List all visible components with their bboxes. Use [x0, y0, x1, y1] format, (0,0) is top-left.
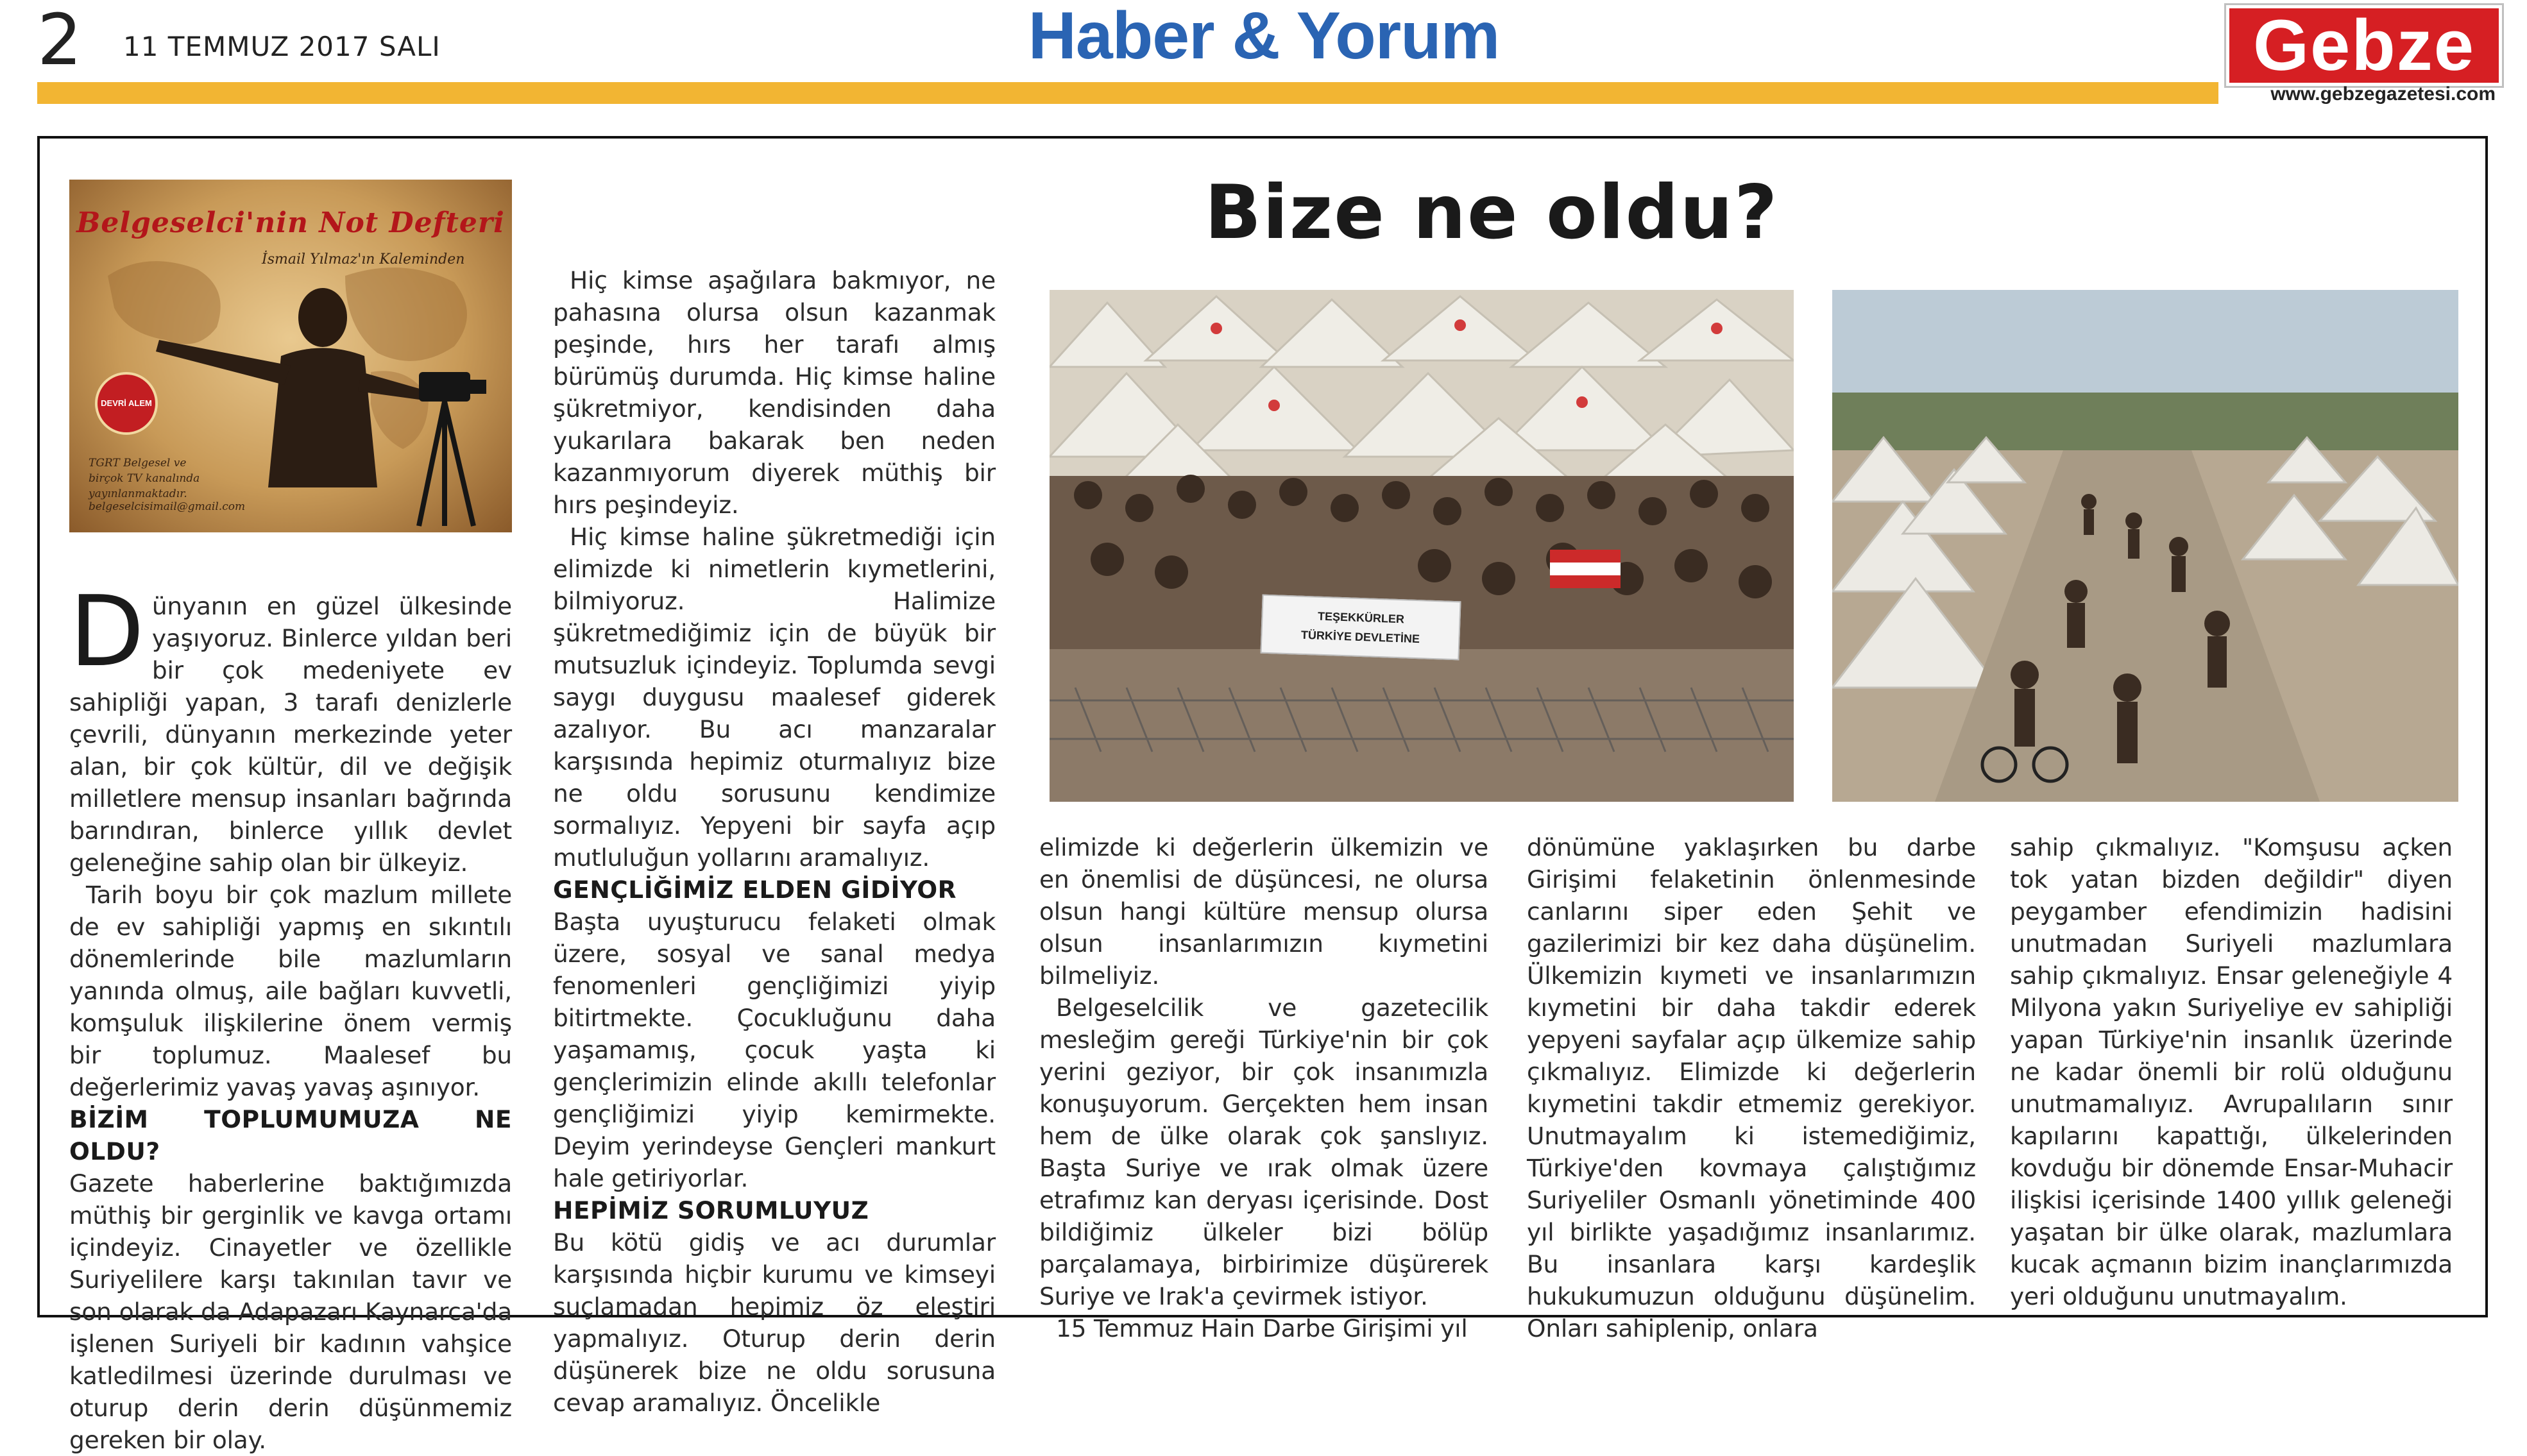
columnist-box — [69, 180, 512, 532]
subheading: GENÇLİĞİMİZ ELDEN GİDİYOR — [553, 876, 957, 904]
issue-date: 11 TEMMUZ 2017 SALI — [123, 31, 441, 62]
thank-you-banner — [1260, 595, 1461, 661]
article-column-3 — [1039, 831, 1488, 1344]
paragraph: Belgeselcilik ve gazetecilik mesleğim gereği Türkiye'nin bir çok yerini geziyor, bir çok insanımızla konuşuyorum. Gerçekten hem insan hem de ülke olarak çok şanslıyız. Başta Suriye ve ırak olmak üzere etrafımız kan deryası içerisinde. Dost bildiğimiz ülkeler bizi bölüp parçalamaya, birbirimize düşürerek Suriye ve Irak'a çevirmek istiyor. — [1039, 994, 1488, 1310]
article-column-5 — [2010, 831, 2453, 1312]
banner-line-2: TÜRKİYE DEVLETİNE — [1300, 628, 1420, 646]
drop-cap: D — [69, 575, 144, 688]
paragraph: sahip çıkmalıyız. "Komşusu açken tok yatan bizden değildir" diyen peygamber efendimizin hadisini unutmadan Suriyeli mazlumlara sahip çıkmalıyız. Ensar geleneğiyle 4 Milyona yakın Suriyeliye ev sahipliği yapan Türkiye'nin insanlık üzerinde ne kadar önemli bir rolü olduğunu unutmamalıyız. Avrupalıların sınır kapılarını kapattığı, ülkelerinden kovduğu bir dönemde Ensar-Muhacir ilişkisi içerisinde 1400 yıllık geleneği yaşatan bir ülke olarak, mazlumlara kucak açmanın bizim inançlarımızda yeri olduğunu unutmayalım. — [2010, 833, 2453, 1310]
website-link[interactable]: www.gebzegazetesi.com — [2270, 83, 2496, 105]
paragraph: 15 Temmuz Hain Darbe Girişimi yıl — [1056, 1314, 1468, 1342]
paragraph: Hiç kimse haline şükretmediği için elimizde ki nimetlerin kıymetlerini, bilmiyoruz. Halimize şükretmediğimiz için de büyük bir mutsuzluk içindeyiz. Toplumda sevgi saygı duygusu maalesef giderek azalıyor. Bu acı manzaralar karşısında hepimiz oturmalıyız bize ne oldu sorusunu kendimize sormalıyız. Yepyeni bir sayfa açıp mutluluğun yollarını aramalıyız. — [553, 523, 996, 872]
paragraph: Gazete haberlerine baktığımızda müthiş bir gerginlik ve kavga ortamı içindeyiz. Cinayetler ve özellikle Suriyelilere karşı takınılan tavır ve son olarak da Adapazarı Kaynarca'da işlenen Suriyeli bir kadının vahşice katledilmesi üzerinde durulması ve oturup derin derin düşünmemiz gereken bir olay. — [69, 1169, 512, 1454]
devri-alem-badge: DEVRİ ALEM — [95, 372, 158, 435]
columnist-channel-note: TGRT Belgesel ve birçok TV kanalında yayınlanmaktadır. — [89, 457, 200, 500]
banner-line-1: TEŞEKKÜRLER — [1317, 609, 1405, 626]
logo-text: Gebze — [2252, 5, 2476, 85]
camp-street-image — [1832, 290, 2458, 802]
subheading: HEPİMİZ SORUMLUYUZ — [553, 1196, 869, 1224]
section-title: Haber & Yorum — [1028, 0, 1500, 73]
refugee-crowd-photo — [1050, 290, 1794, 802]
paragraph: dönümüne yaklaşırken bu darbe Girişimi felaketinin önlenmesinde canlarını siper eden Şehit ve gazilerimizi bir kez daha düşünelim. Ülkemizin kıymeti ve insanlarımızın kıymetini bir daha takdir ederek yepyeni sayfalar açıp ülkemize sahip çıkmalıyız. Elimizde ki değerlerin kıymetini takdir etmemiz gerekiyor. Unutmayalım ki istemediğimiz, Türkiye'den kovmaya çalıştığımız Suriyeliler Osmanlı yönetiminde 400 yıl birlikte yaşadığımız insanlarımız. Bu insanlara karşı kardeşlik hukukumuzun olduğunu düşünelim. Onları sahiplenip, onlara — [1527, 833, 1976, 1342]
columnist-author-line: İsmail Yılmaz'ın Kaleminden — [262, 251, 465, 267]
subheading: BİZİM TOPLUMUMUZA NE OLDU? — [69, 1105, 512, 1165]
paragraph: Bu kötü gidiş ve acı durumlar karşısında hiçbir kurumu ve kimseyi suçlamadan hepimiz öz eleştiri yapmalıyız. Oturup derin derin düşünerek bize ne oldu sorusuna cevap aramalıyız. Öncelikle — [553, 1228, 996, 1417]
lead-paragraph: ünyanın en güzel ülkesinde yaşıyoruz. Binlerce yıldan beri bir çok medeniyete ev sahipliği yapan, 3 tarafı denizlerle çevrili, dünyanın merkezinde yeter alan, bir çok kültür, dil ve değişik milletlere mensup insanları bağrında barındıran, binlerce yıllık devlet geleneğine sahip olan bir ülkeyiz. — [69, 592, 512, 877]
paragraph: Tarih boyu bir çok mazlum millete de ev sahipliği yapmış en sıkıntılı dönemlerinde bile mazlumların yanında olmuş, aile bağları kuvvetli, komşuluk ilişkilerine önem vermiş bir toplumuz. Maalesef bu değerlerimiz yavaş yavaş aşınıyor. — [69, 881, 512, 1101]
columnist-box-title: Belgeselci'nin Not Defteri — [76, 207, 505, 239]
article-column-1 — [69, 575, 512, 1456]
paragraph: Hiç kimse aşağılara bakmıyor, ne pahasına olursa olsun kazanmak peşinde, hırs her tarafı almış bürümüş durumda. Hiç kimse haline şükretmiyor, kendisinden daha yukarılara bakarak ben neden kazanmıyorum diyerek müthiş bir hırs peşindeyiz. — [553, 266, 996, 519]
article-headline: Bize ne oldu? — [1204, 169, 1779, 256]
crowd-tents-image — [1050, 290, 1794, 802]
columnist-email[interactable]: belgeselcisimail@gmail.com — [89, 500, 246, 513]
refugee-camp-photo — [1832, 290, 2458, 802]
article-column-2 — [553, 264, 996, 1419]
header-divider-bar — [37, 82, 2218, 104]
paragraph: elimizde ki değerlerin ülkemizin ve en önemlisi de düşüncesi, ne olursa olsun hangi kültüre mensup olursa olsun insanlarımızın kıymetini bilmeliyiz. — [1039, 833, 1488, 990]
page-number: 2 — [37, 0, 82, 81]
gebze-logo[interactable] — [2226, 5, 2502, 86]
article-column-4 — [1527, 831, 1976, 1344]
paragraph: Başta uyuşturucu felaketi olmak üzere, sosyal ve sanal medya fenomenleri gençliğimizi yiyip bitirtmekte. Çocukluğunu daha yaşamamış, çocuk yaşta ki gençlerimizin elinde akıllı telefonlar gençliğimizi yiyip kemirmekte. Deyim yerindeyse Gençleri mankurt hale getiriyorlar. — [553, 908, 996, 1192]
